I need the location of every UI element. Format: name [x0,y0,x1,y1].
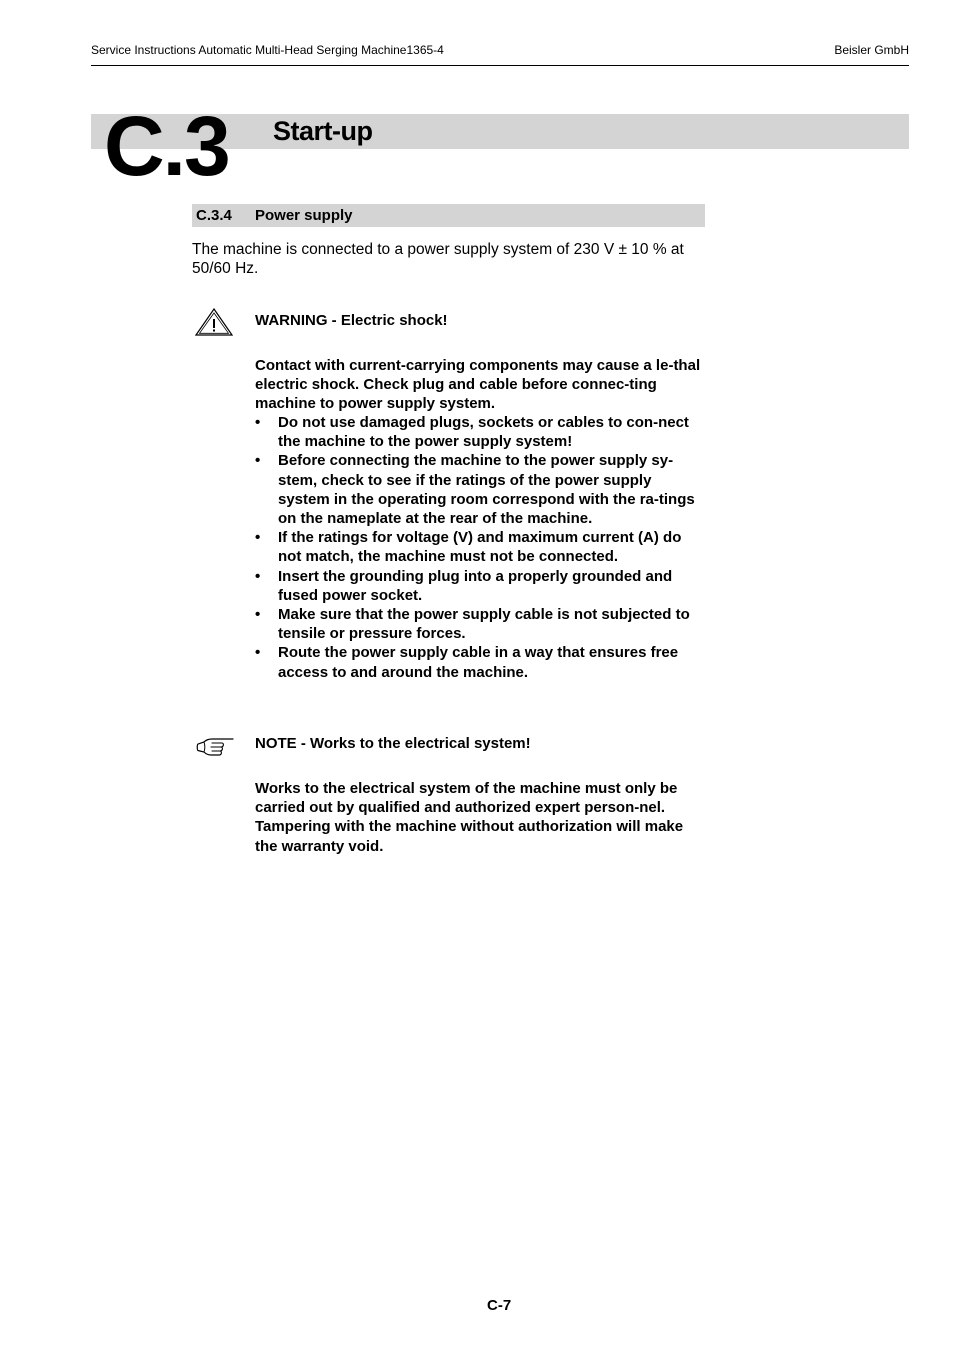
page-number: C-7 [487,1297,512,1314]
list-item: • Make sure that the power supply cable is not subjected to tensile or pressure forces. [255,605,707,643]
section-title: Power supply [255,207,353,224]
page-header-company: Beisler GmbH [834,43,909,57]
warning-triangle-icon [195,308,233,336]
intro-paragraph: The machine is connected to a power supply system of 230 V ± 10 % at 50/60 Hz. [192,241,684,277]
list-item: • If the ratings for voltage (V) and maximum current (A) do not match, the machine must not be connected. [255,528,707,566]
warning-bullet-list [255,413,707,682]
chapter-title: Start-up [273,116,373,146]
section-number: C.3.4 [196,207,232,224]
warning-text: Contact with current-carrying components may cause a le-thal electric shock. Check plug and cable before connec-ting machine to power supply system. [255,357,701,413]
pointing-hand-icon [195,735,235,757]
chapter-number: C.3 [104,99,229,193]
list-item: • Before connecting the machine to the power supply sy-stem, check to see if the ratings of the power supply system in the operating room correspond with the ra-tings on the nameplate at the rear of the machine. [255,451,707,528]
note-text: Works to the electrical system of the machine must only be carried out by qualified and authorized expert person-nel. Tampering with the machine without authorization will make the warranty void. [255,780,684,855]
warning-title: WARNING - Electric shock! [255,312,448,329]
list-item: • Route the power supply cable in a way that ensures free access to and around the machine. [255,643,707,681]
list-item: • Do not use damaged plugs, sockets or cables to con-nect the machine to the power supply system! [255,413,707,451]
header-divider [91,65,909,66]
note-title: NOTE - Works to the electrical system! [255,735,531,752]
list-item: • Insert the grounding plug into a properly grounded and fused power socket. [255,567,707,605]
page-header-title: Service Instructions Automatic Multi-Head Serging Machine1365-4 [91,43,444,57]
